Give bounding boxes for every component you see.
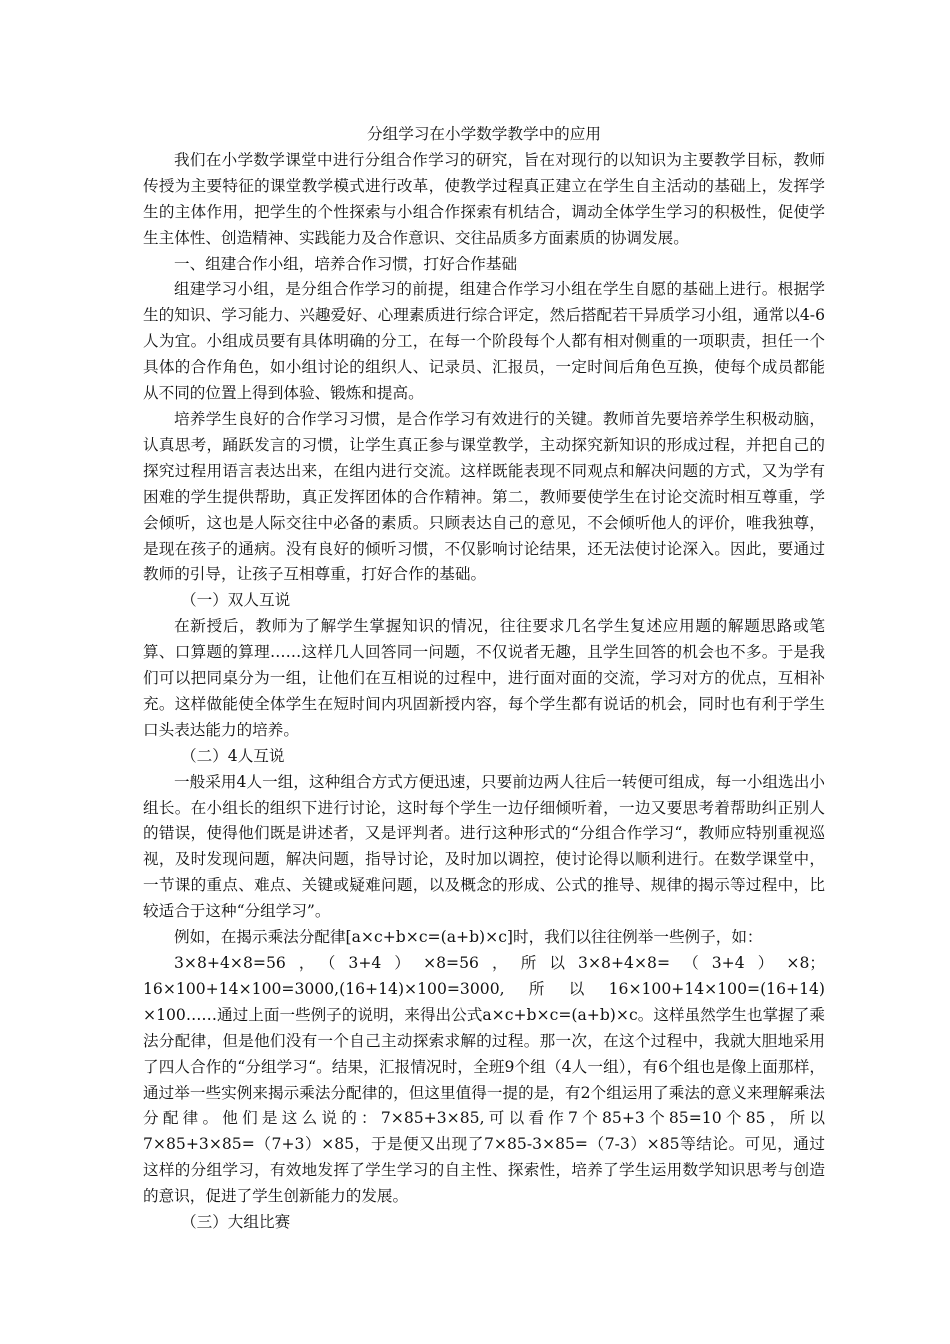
paragraph-example-detail: 3×8+4×8=56，（3+4）×8=56，所以3×8+4×8=（3+4）×8；16×100+14×100=3000,(16+14)×100=3000,所以16×100+14×100=(16+14) ×100……通过上面一些例子的说明，来得出公式a×c+b×c=(a+b)×c。这样虽然学生也掌握了乘法分配律，但是他们没有一个自己主动探索求解的过程。那一次，在这个过程中，我就大胆地采用了四人合作的“分组学习“。结果，汇报情况时，全班9个组（4人一组），有6个组也是像上面那样，通过举一些实例来揭示乘法分配律的，但这里值得一提的是，有2个组运用了乘法的意义来理解乘法分配律。他们是这么说的：7×85+3×85,可以看作7个85+3个85=10个85，所以7×85+3×85=（7+3）×85，于是便又出现了7×85-3×85=（7-3）×85等结论。可见，通过这样的分组学习，有效地发挥了学生学习的自主性、探索性，培养了学生运用数学知识思考与创造的意识，促进了学生创新能力的发展。 — [143, 954, 825, 1206]
paragraph-intro: 我们在小学数学课堂中进行分组合作学习的研究，旨在对现行的以知识为主要教学目标，教师传授为主要特征的课堂教学模式进行改革，使教学过程真正建立在学生自主活动的基础上，发挥学生的主体作用，把学生的个性探索与小组合作探索有机结合，调动全体学生学习的积极性，促使学生主体性、创造精神、实践能力及合作意识、交往品质多方面素质的协调发展。 — [143, 150, 825, 247]
document-page — [143, 122, 825, 1236]
section-heading-1: 一、组建合作小组，培养合作习惯，打好合作基础 — [174, 254, 518, 273]
paragraph-four-talk: 一般采用4人一组，这种组合方式方便迅速，只要前边两人往后一转便可组成，每一小组选出小组长。在小组长的组织下进行讨论，这时每个学生一边仔细倾听着，一边又要思考着帮助纠正别人的错误，使得他们既是讲述者，又是评判者。进行这种形式的“分组合作学习“，教师应特别重视巡视，及时发现问题，解决问题，指导讨论，及时加以调控，使讨论得以顺利进行。在数学课堂中，一节课的重点、难点、关键或疑难问题，以及概念的形成、公式的推导、规律的揭示等过程中，比较适合于这种“分组学习”。 — [143, 772, 825, 921]
paragraph-pair-talk: 在新授后，教师为了解学生掌握知识的情况，往往要求几名学生复述应用题的解题思路或笔算、口算题的算理……这样几人回答同一问题，不仅说者无趣，且学生回答的机会也不多。于是我们可以把同桌分为一组，让他们在互相说的过程中，进行面对面的交流，学习对方的优点，互相补充。这样做能使全体学生在短时间内巩固新授内容，每个学生都有说话的机会，同时也有利于学生口头表达能力的培养。 — [143, 617, 825, 739]
subheading-four-talk: （二）4人互说 — [181, 746, 285, 765]
paragraph-habits: 培养学生良好的合作学习习惯，是合作学习有效进行的关键。教师首先要培养学生积极动脑，认真思考，踊跃发言的习惯，让学生真正参与课堂教学，主动探究新知识的形成过程，并把自己的探究过程用语言表达出来，在组内进行交流。这样既能表现不同观点和解决问题的方式，又为学有困难的学生提供帮助，真正发挥团体的合作精神。第二，教师要使学生在讨论交流时相互尊重，学会倾听，这也是人际交往中必备的素质。只顾表达自己的意见，不会倾听他人的评价，唯我独尊，是现在孩子的通病。没有良好的倾听习惯，不仅影响讨论结果，还无法使讨论深入。因此，要通过教师的引导，让孩子互相尊重，打好合作的基础。 — [143, 409, 825, 584]
paragraph-grouping: 组建学习小组，是分组合作学习的前提，组建合作学习小组在学生自愿的基础上进行。根据学生的知识、学习能力、兴趣爱好、心理素质进行综合评定，然后搭配若干异质学习小组，通常以4-6人为宜。小组成员要有具体明确的分工，在每一个阶段每个人都有相对侧重的一项职责，担任一个具体的合作角色，如小组讨论的组织人、记录员、汇报员，一定时间后角色互换，使每个成员都能从不同的位置上得到体验、锻炼和提高。 — [143, 280, 825, 403]
document-title: 分组学习在小学数学教学中的应用 — [367, 125, 601, 143]
subheading-group-contest: （三）大组比赛 — [181, 1213, 291, 1232]
paragraph-example-intro: 例如，在揭示乘法分配律[a×c+b×c=(a+b)×c]时，我们以往往例举一些例子，如： — [174, 928, 763, 947]
subheading-pair-talk: （一）双人互说 — [181, 591, 291, 610]
